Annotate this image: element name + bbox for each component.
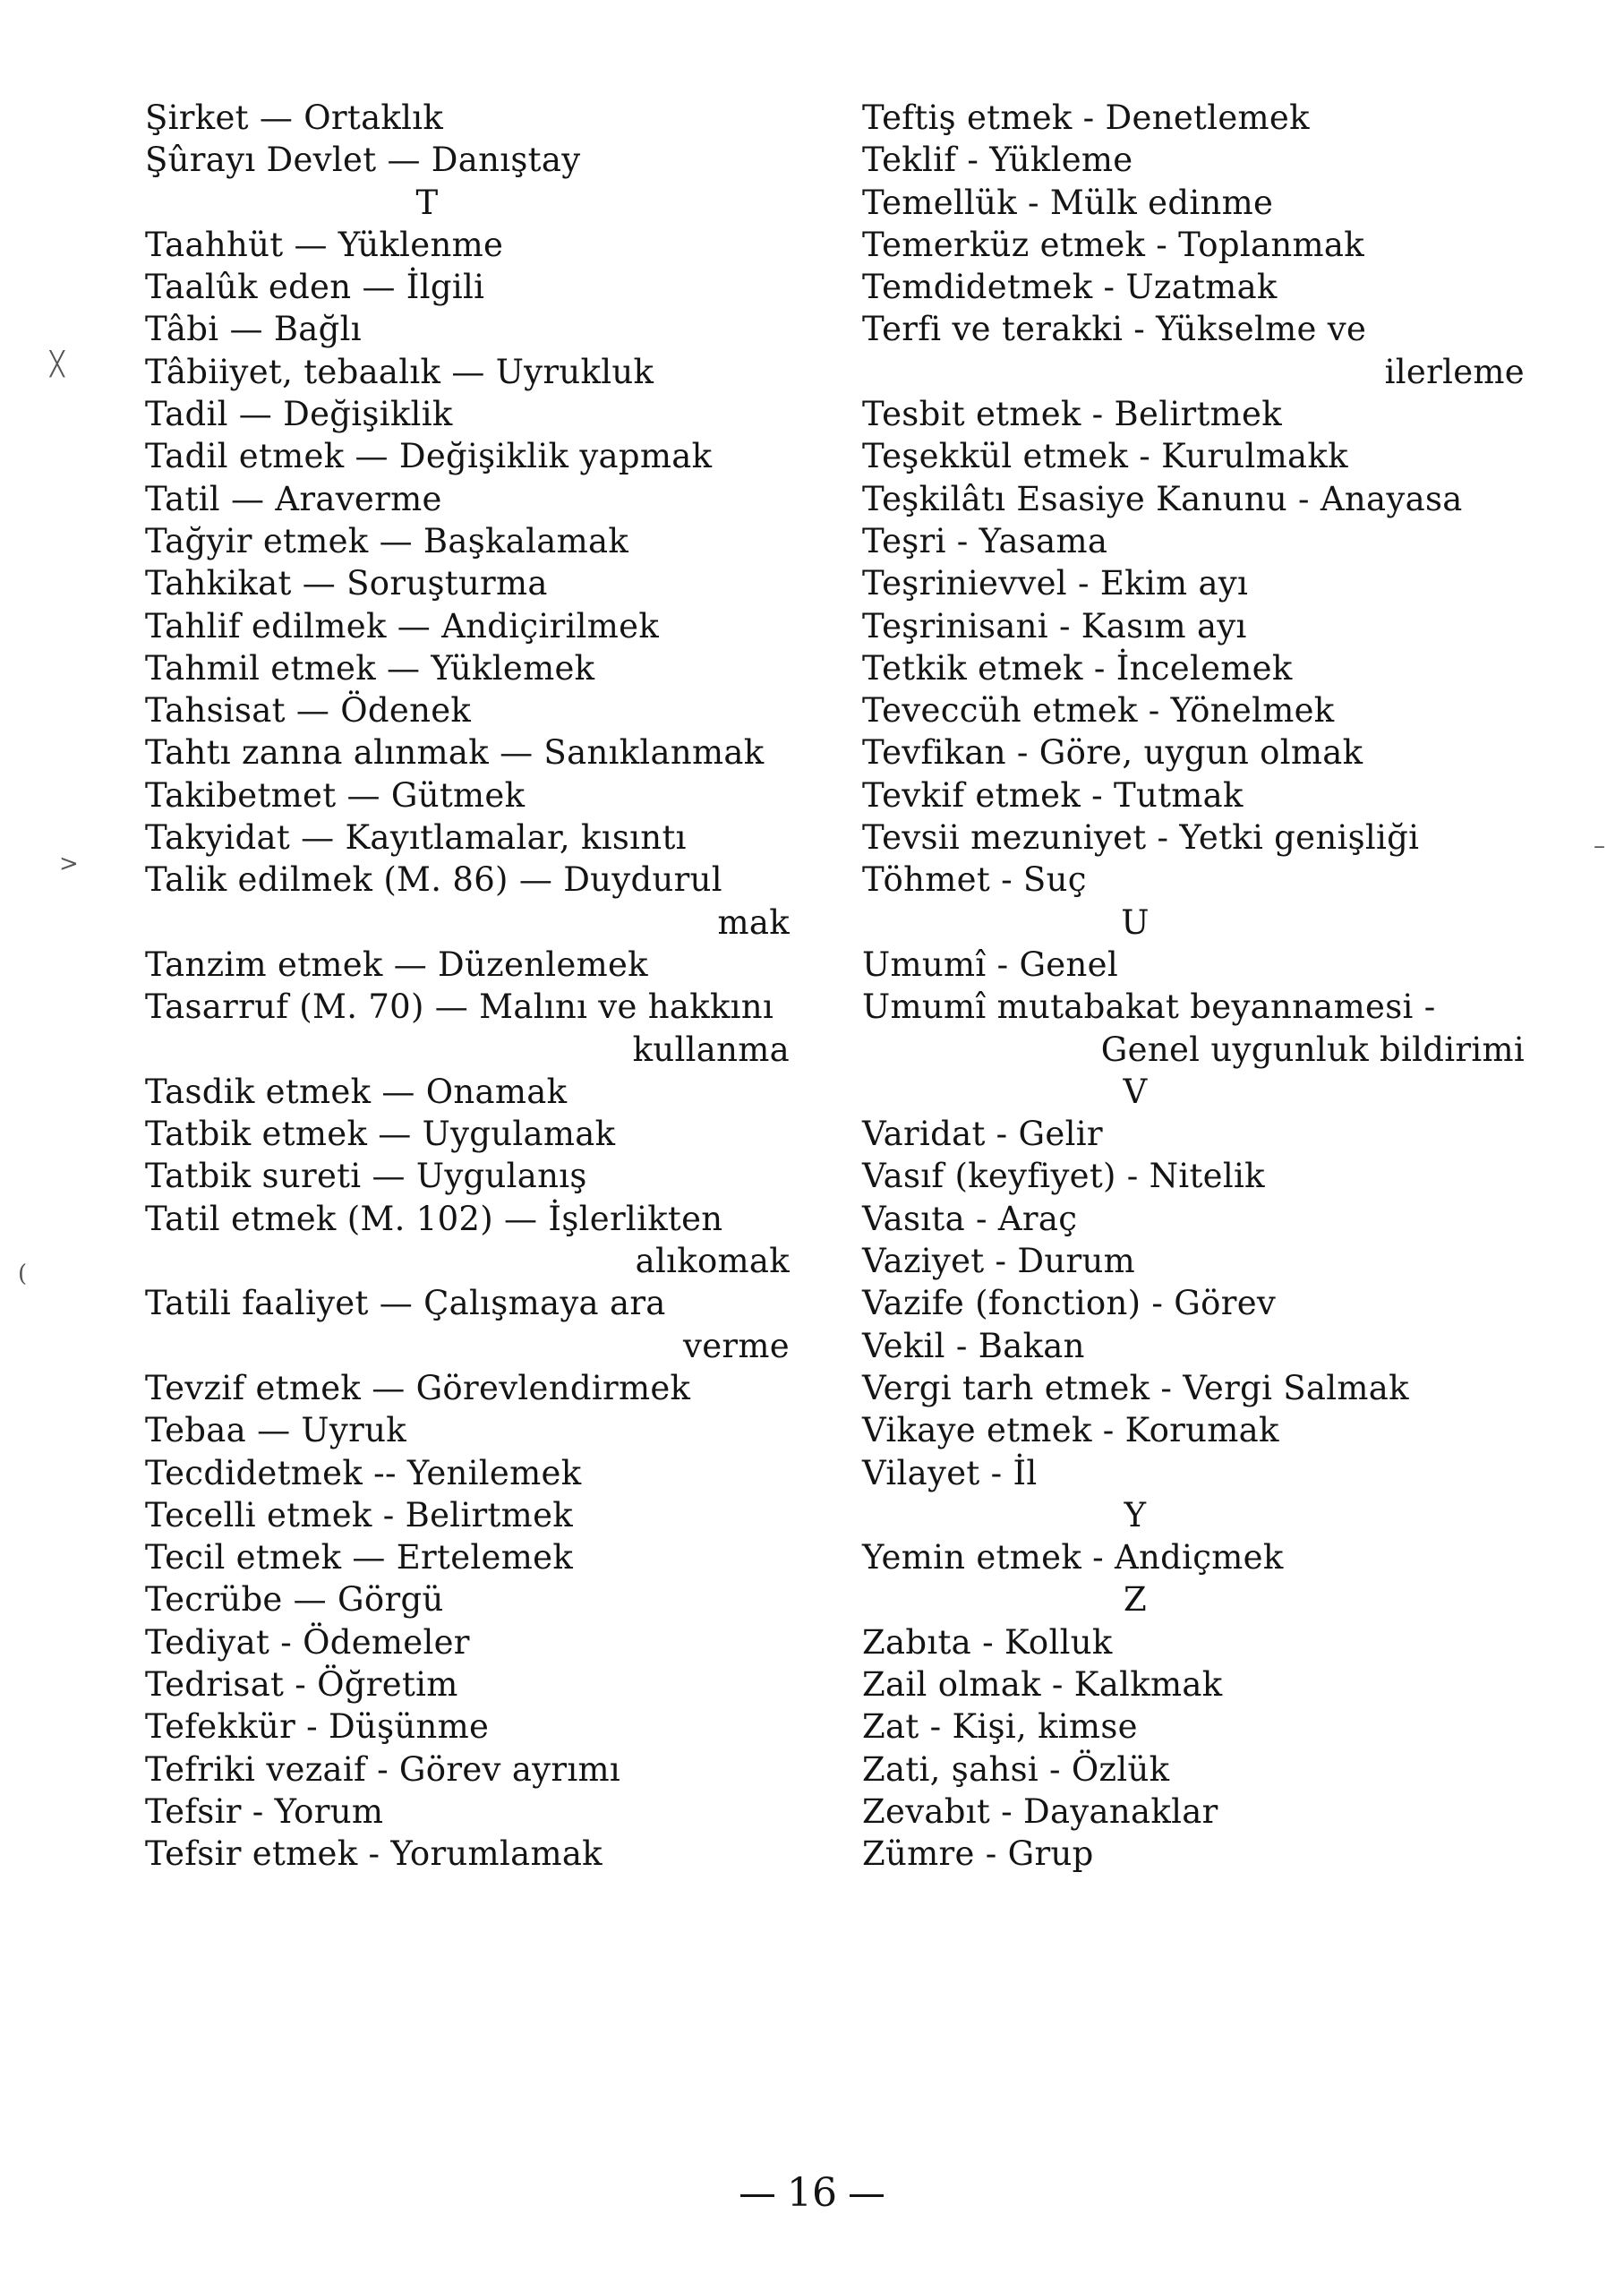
glossary-entry: Tâbi — Bağlı [145, 310, 362, 349]
glossary-entry: Temerküz etmek - Toplanmak [862, 225, 1364, 264]
glossary-entry: Zat - Kişi, kimse [862, 1707, 1138, 1747]
glossary-entry: Genel uygunluk bildirimi [1100, 1030, 1525, 1069]
glossary-entry: Umumî mutabakat beyannamesi - [862, 987, 1436, 1027]
glossary-entry: Vergi tarh etmek - Vergi Salmak [862, 1368, 1409, 1407]
glossary-entry: Tebaa — Uyruk [145, 1411, 406, 1450]
glossary-entry: Tadil — Değişiklik [145, 395, 453, 434]
glossary-entry: Şûrayı Devlet — Danıştay [145, 141, 581, 180]
glossary-entry: verme [683, 1326, 790, 1365]
glossary-entry: Tevzif etmek — Görevlendirmek [145, 1368, 691, 1407]
glossary-entry: Teftiş etmek - Denetlemek [862, 98, 1310, 137]
glossary-entry: Tasdik etmek — Onamak [145, 1072, 568, 1111]
glossary-entry: Tecdidetmek -- Yenilemek [145, 1453, 582, 1492]
glossary-entry: Vaziyet - Durum [862, 1242, 1135, 1281]
scan-mark: – [1594, 833, 1605, 859]
glossary-entry: Tahmil etmek — Yüklemek [145, 648, 595, 688]
glossary-entry: Tecelli etmek - Belirtmek [145, 1495, 573, 1535]
glossary-entry: Zabıta - Kolluk [862, 1622, 1113, 1662]
glossary-entry: Temdidetmek - Uzatmak [862, 268, 1278, 307]
glossary-entry: Tediyat - Ödemeler [145, 1622, 470, 1662]
glossary-entry: Tâbiiyet, tebaalık — Uyrukluk [145, 352, 654, 391]
glossary-entry: Talik edilmek (M. 86) — Duydurul [145, 860, 722, 900]
glossary-entry: Tadil etmek — Değişiklik yapmak [145, 437, 713, 476]
footer-dash-right [850, 2194, 884, 2197]
glossary-entry: Tefsir etmek - Yorumlamak [145, 1834, 603, 1874]
glossary-entry: Teşrinisani - Kasım ayı [862, 606, 1247, 645]
right-glossary-column [862, 97, 1525, 1875]
glossary-entry: Tatili faaliyet — Çalışmaya ara [145, 1284, 666, 1323]
glossary-entry: Vikaye etmek - Korumak [862, 1411, 1279, 1450]
glossary-entry: Tatil etmek (M. 102) — İşlerlikten [145, 1199, 723, 1238]
footer-dash-left [740, 2194, 774, 2197]
glossary-entry: Tağyir etmek — Başkalamak [145, 521, 629, 560]
glossary-entry: Tefekkür - Düşünme [145, 1707, 490, 1747]
glossary-entry: Tedrisat - Öğretim [145, 1664, 458, 1704]
left-glossary-column [145, 97, 790, 1875]
glossary-entry: Tecrübe — Görgü [145, 1580, 444, 1620]
glossary-entry: Tefsir - Yorum [145, 1791, 384, 1831]
glossary-entry: Tatbik sureti — Uygulanış [145, 1157, 587, 1196]
glossary-entry: Tahtı zanna alınmak — Sanıklanmak [145, 733, 765, 773]
glossary-entry: Tahsisat — Ödenek [145, 691, 472, 731]
glossary-entry: Tatbik etmek — Uygulamak [145, 1115, 616, 1154]
section-letter: Z [1123, 1580, 1147, 1620]
glossary-entry: Yemin etmek - Andiçmek [862, 1538, 1284, 1577]
glossary-entry: Tesbit etmek - Belirtmek [862, 395, 1282, 434]
section-letter: U [1121, 902, 1150, 942]
glossary-entry: Teveccüh etmek - Yönelmek [862, 691, 1335, 731]
glossary-entry: kullanma [632, 1030, 790, 1069]
scan-mark: > [59, 851, 79, 877]
glossary-entry: Vasıta - Araç [862, 1199, 1078, 1238]
glossary-entry: Teşri - Yasama [862, 521, 1108, 560]
glossary-entry: Tefriki vezaif - Görev ayrımı [145, 1749, 621, 1789]
glossary-entry: Umumî - Genel [862, 945, 1118, 984]
glossary-entry: Töhmet - Suç [862, 860, 1087, 900]
glossary-entry: Şirket — Ortaklık [145, 98, 444, 137]
scan-mark: ( [18, 1261, 28, 1287]
glossary-entry: Tevsii mezuniyet - Yetki genişliği [862, 818, 1420, 858]
glossary-entry: Taahhüt — Yüklenme [145, 225, 504, 264]
glossary-entry: Zümre - Grup [862, 1834, 1094, 1874]
glossary-entry: Tevfikan - Göre, uygun olmak [862, 733, 1363, 773]
glossary-entry: Tatil — Araverme [145, 479, 442, 518]
glossary-entry: Zevabıt - Dayanaklar [862, 1791, 1218, 1831]
glossary-entry: ilerleme [1384, 352, 1525, 391]
glossary-entry: Zail olmak - Kalkmak [862, 1664, 1223, 1704]
glossary-entry: Teşrinievvel - Ekim ayı [862, 564, 1249, 603]
section-letter: Y [1124, 1495, 1147, 1535]
glossary-entry: Tanzim etmek — Düzenlemek [145, 945, 648, 984]
glossary-entry: alıkomak [635, 1242, 790, 1281]
glossary-entry: Terfi ve terakki - Yükselme ve [862, 310, 1367, 349]
scan-mark: ╳ [50, 351, 64, 378]
glossary-entry: Vilayet - İl [862, 1453, 1038, 1492]
glossary-entry: Tevkif etmek - Tutmak [862, 775, 1244, 815]
glossary-entry: Taalûk eden — İlgili [145, 268, 485, 307]
glossary-entry: Tahkikat — Soruşturma [145, 564, 548, 603]
glossary-entry: Tasarruf (M. 70) — Malını ve hakkını [145, 987, 774, 1027]
glossary-entry: Vasıf (keyfiyet) - Nitelik [862, 1157, 1265, 1196]
glossary-entry: Temellük - Mülk edinme [862, 183, 1274, 222]
page-footer [0, 2167, 1624, 2220]
glossary-entry: Takibetmet — Gütmek [145, 775, 526, 815]
glossary-entry: Teşkilâtı Esasiye Kanunu - Anayasa [862, 479, 1463, 518]
glossary-entry: Teşekkül etmek - Kurulmakk [862, 437, 1348, 476]
glossary-entry: Teklif - Yükleme [862, 141, 1133, 180]
glossary-entry: Vekil - Bakan [862, 1326, 1085, 1365]
glossary-entry: Tetkik etmek - İncelemek [862, 648, 1293, 688]
page-number: 16 [787, 2170, 837, 2216]
glossary-entry: mak [717, 902, 790, 942]
glossary-entry: Varidat - Gelir [862, 1115, 1103, 1154]
glossary-entry: Zati, şahsi - Özlük [862, 1749, 1170, 1789]
glossary-entry: Tecil etmek — Ertelemek [145, 1538, 574, 1577]
glossary-entry: Tahlif edilmek — Andiçirilmek [145, 606, 660, 645]
glossary-entry: Vazife (fonction) - Görev [862, 1284, 1277, 1323]
glossary-entry: Takyidat — Kayıtlamalar, kısıntı [145, 818, 687, 858]
section-letter: T [415, 183, 439, 222]
section-letter: V [1123, 1072, 1148, 1111]
